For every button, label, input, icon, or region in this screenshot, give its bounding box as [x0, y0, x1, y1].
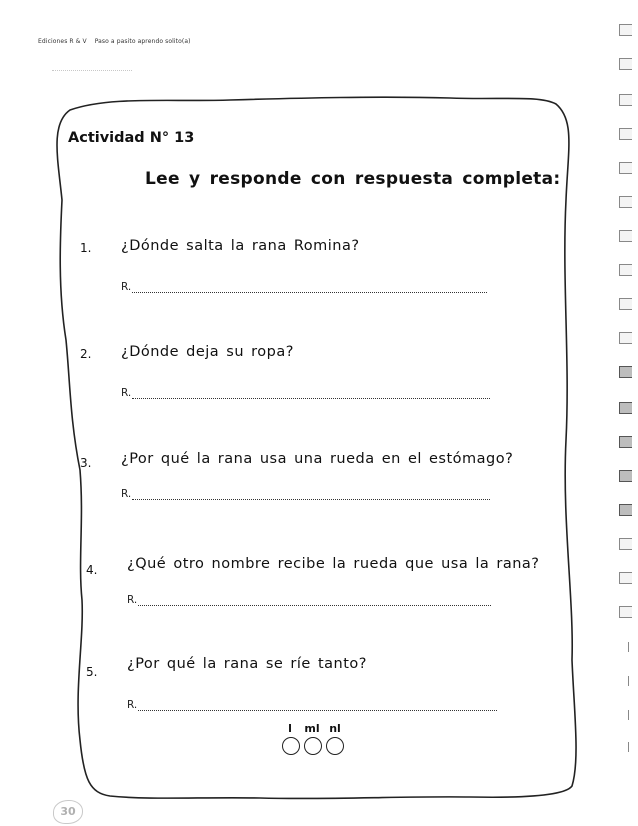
question-3-number: 3. [80, 456, 92, 470]
answer-5-prefix: R. [127, 699, 138, 711]
binder-tab [628, 742, 632, 752]
binder-tab [619, 504, 632, 516]
score-selector [280, 722, 360, 762]
frame-border [57, 97, 576, 798]
answer-2-prefix: R. [121, 387, 132, 399]
answer-2-dots [132, 398, 490, 399]
instructions: Lee y responde con respuesta completa: [145, 169, 561, 189]
score-circle-ml[interactable] [304, 737, 322, 755]
answer-4-prefix: R. [127, 594, 138, 606]
answer-3-dots [132, 499, 490, 500]
binder-tab [619, 162, 632, 174]
binder-tab [619, 128, 632, 140]
binder-tab [619, 538, 632, 550]
answer-5-dots [138, 710, 497, 711]
binder-tab [619, 332, 632, 344]
answer-1-prefix: R. [121, 281, 132, 293]
score-circle-nl[interactable] [326, 737, 344, 755]
binder-tab [628, 642, 632, 652]
binder-tab [619, 58, 632, 70]
answer-2-line[interactable] [121, 387, 490, 401]
score-label-l: l [288, 722, 292, 735]
answer-5-line[interactable] [127, 699, 497, 713]
binder-tab [619, 606, 632, 618]
binder-tab [619, 366, 632, 378]
question-1-text: ¿Dónde salta la rana Romina? [121, 238, 360, 254]
binder-tab [619, 24, 632, 36]
binder-tab [619, 196, 632, 208]
answer-3-prefix: R. [121, 488, 132, 500]
binder-tab [619, 572, 632, 584]
question-2-text: ¿Dónde deja su ropa? [121, 344, 294, 360]
binder-tabs [612, 24, 638, 764]
publisher-name: Ediciones R & V [38, 38, 87, 45]
question-5-number: 5. [86, 665, 98, 679]
binder-tab [619, 298, 632, 310]
binder-tab [628, 710, 632, 720]
question-1-number: 1. [80, 241, 92, 255]
answer-4-dots [138, 605, 491, 606]
answer-1-line[interactable] [121, 281, 487, 295]
question-4-number: 4. [86, 563, 98, 577]
question-4-text: ¿Qué otro nombre recibe la rueda que usa la rana? [127, 556, 540, 572]
question-5-text: ¿Por qué la rana se ríe tanto? [127, 656, 367, 672]
score-circle-l[interactable] [282, 737, 300, 755]
binder-tab [619, 264, 632, 276]
answer-1-dots [132, 292, 487, 293]
binder-tab [619, 402, 632, 414]
series-name: Paso a pasito aprendo solito(a) [94, 38, 191, 45]
question-3-text: ¿Por qué la rana usa una rueda en el estómago? [121, 451, 514, 467]
answer-3-line[interactable] [121, 488, 490, 502]
question-2-number: 2. [80, 347, 92, 361]
binder-tab [619, 94, 632, 106]
binder-tab [619, 470, 632, 482]
binder-tab [619, 230, 632, 242]
score-label-ml: ml [304, 722, 320, 735]
binder-tab [628, 676, 632, 686]
binder-tab [619, 436, 632, 448]
answer-4-line[interactable] [127, 594, 491, 608]
page-number-badge: 30 [53, 800, 83, 824]
score-label-nl: nl [329, 722, 341, 735]
activity-title: Actividad N° 13 [68, 130, 195, 146]
